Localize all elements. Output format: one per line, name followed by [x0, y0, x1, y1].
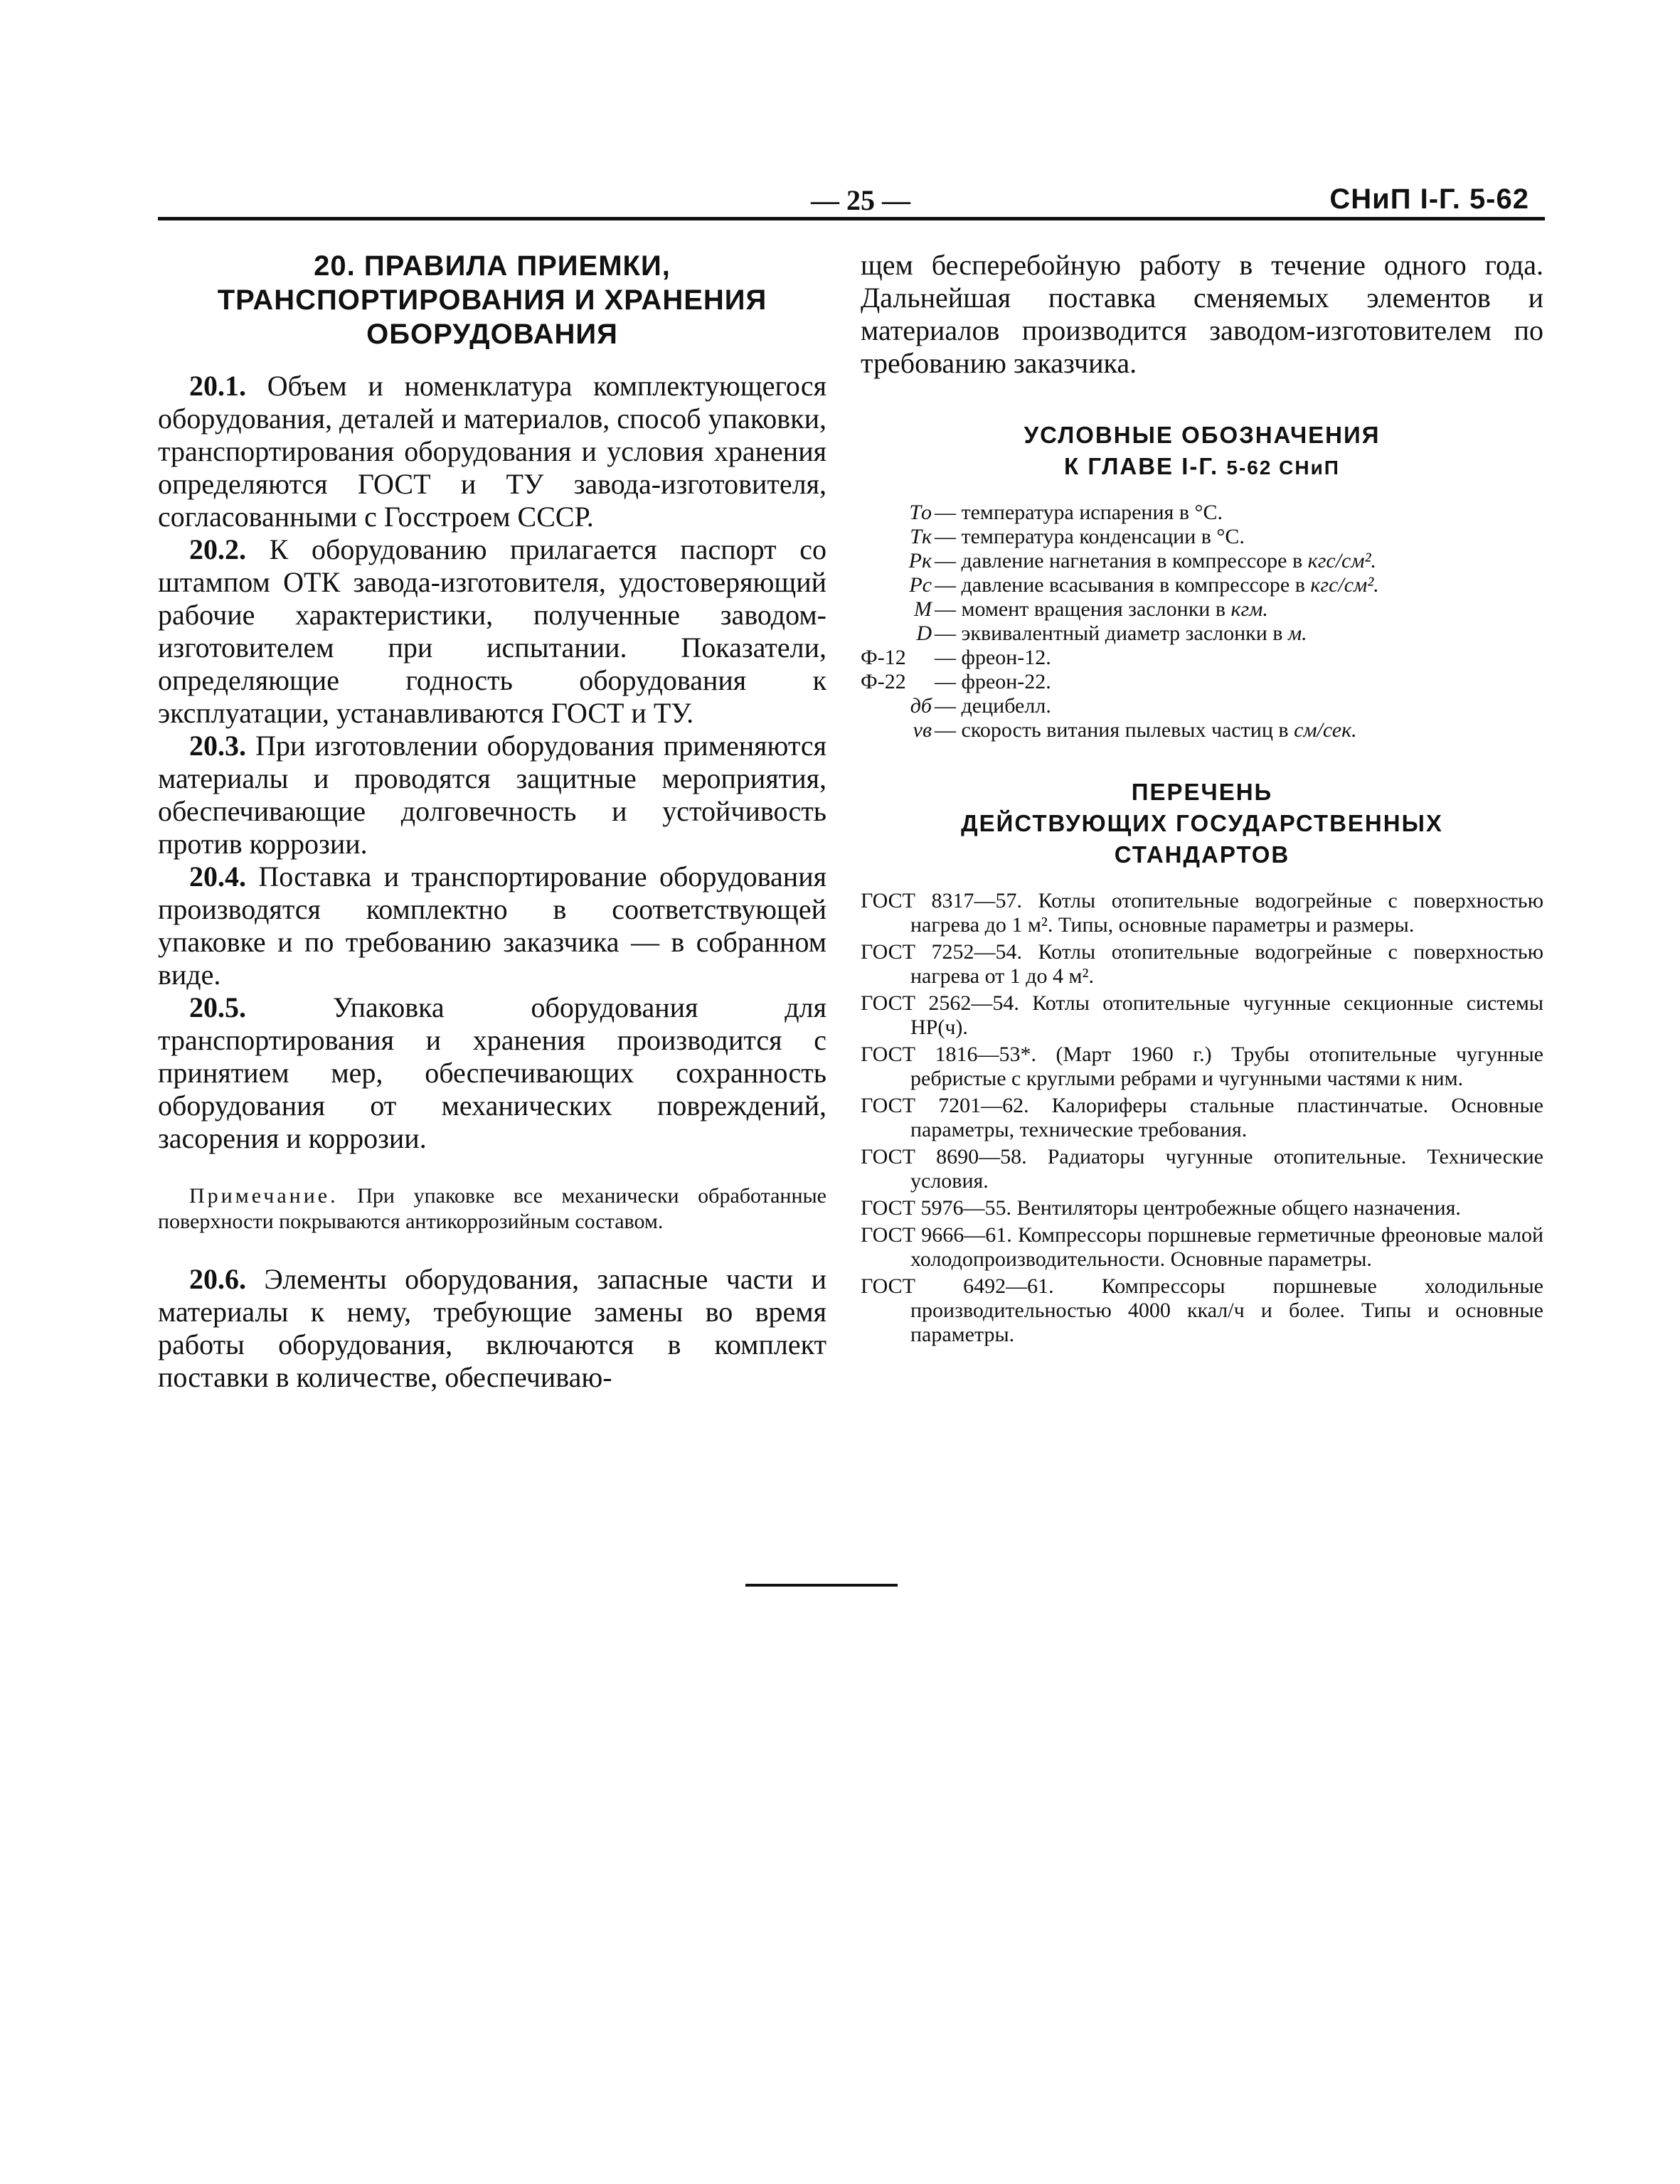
paragraph-text: При изготовлении оборудования применяются материалы и проводятся защитные мероприятия, обеспечивающие долговечность и устойчивость против коррозии. [158, 730, 826, 860]
notation-subtitle-chapter: К ГЛАВЕ I-Г. [1064, 453, 1219, 479]
notation-symbol: vв [913, 718, 932, 742]
paragraph-text: Поставка и транспортирование оборудования производятся комплектно в соответствующей упаковке и по требованию заказчика — в собранном виде. [158, 861, 827, 991]
standard-item: ГОСТ 5976—55. Вентиляторы центробежные общего назначения. [861, 1196, 1461, 1220]
notation-unit: кгс/см². [1307, 549, 1377, 572]
paragraph-number: 20.3. [189, 730, 246, 762]
notation-unit: кгс/см². [1310, 573, 1379, 597]
end-rule [745, 1584, 898, 1587]
document-code: СНиП I-Г. 5-62 [1329, 183, 1529, 215]
notation-subtitle [861, 451, 1543, 484]
left-column [158, 249, 826, 1394]
notation-symbol: M [914, 597, 932, 621]
notation-definition: — давление нагнетания в компрессоре в [935, 549, 1303, 572]
standard-item: ГОСТ 8317—57. Котлы отопительные водогрейные с поверхностью нагрева до 1 м². Типы, основные параметры и размеры. [861, 889, 1543, 937]
paragraph-20-5 [158, 991, 826, 1155]
paragraph-text: Упаковка оборудования для транспортирования и хранения производится с принятием мер, обеспечивающих сохранность оборудования от механических повреждений, засорения и коррозии. [158, 991, 827, 1154]
notation-symbol: Tк [910, 525, 932, 548]
standard-item: ГОСТ 1816—53*. (Март 1960 г.) Трубы отопительные чугунные ребристые с круглыми ребрами и чугунными частями к ним. [861, 1043, 1543, 1090]
notation-unit: кгм. [1230, 597, 1268, 621]
notation-definition: — фреон-12. [935, 646, 1051, 669]
paragraph-20-6 [158, 1263, 826, 1394]
standard-item: ГОСТ 7201—62. Калориферы стальные пластинчатые. Основные параметры, технические требования. [861, 1094, 1543, 1141]
paragraph-number: 20.4. [189, 861, 246, 893]
notation-symbol: Tо [909, 501, 932, 524]
notation-item [861, 501, 1543, 525]
notation-definition: — момент вращения заслонки в [935, 597, 1226, 621]
notation-symbol: Pк [908, 549, 932, 572]
notation-definition: — температура конденсации в °С. [935, 525, 1245, 548]
notation-item [861, 597, 1543, 622]
notation-item [861, 549, 1543, 573]
notation-symbol: D [916, 622, 932, 645]
notation-definition: — децибелл. [935, 694, 1051, 718]
standards-section [861, 777, 1543, 1347]
standards-title-line-2: ДЕЙСТВУЮЩИХ ГОСУДАРСТВЕННЫХ [961, 810, 1443, 836]
paragraph-text: Элементы оборудования, запасные части и материалы к нему, требующие замены во время работы оборудования, включаются в комплект поставки в количестве, обеспечиваю- [158, 1263, 827, 1393]
notation-item [861, 694, 1543, 718]
notation-unit: см/сек. [1294, 718, 1357, 742]
notation-item [861, 573, 1543, 597]
notation-definition: — фреон-22. [935, 670, 1051, 693]
notation-item [861, 670, 1543, 694]
notation-symbol: Ф-12 [861, 646, 906, 669]
paragraph-number: 20.2. [189, 533, 246, 565]
standard-item: ГОСТ 2562—54. Котлы отопительные чугунные секционные системы НР(ч). [861, 991, 1543, 1039]
paragraph-number: 20.5. [189, 991, 246, 1023]
notation-symbol: дб [910, 694, 932, 718]
notation-definition: — температура испарения в °С. [935, 501, 1223, 524]
standards-list [861, 889, 1543, 1347]
paragraph-number: 20.6. [189, 1263, 246, 1295]
notation-list [861, 501, 1543, 742]
right-column [861, 249, 1543, 1350]
paragraph-number: 20.1. [189, 370, 246, 402]
notation-item [861, 525, 1543, 549]
note-text: При упаковке все механически обработанные поверхности покрываются антикоррозийным составом. [158, 1184, 826, 1233]
standard-item: ГОСТ 6492—61. Компрессоры поршневые холодильные производительностью 4000 ккал/ч и более. Типы и основные параметры. [861, 1274, 1543, 1346]
notation-symbol: Pс [909, 573, 932, 597]
notation-title: УСЛОВНЫЕ ОБОЗНАЧЕНИЯ [1024, 422, 1381, 448]
note-label: Примечание. [189, 1184, 339, 1208]
paragraph-20-4 [158, 861, 826, 991]
header-rule [158, 217, 1545, 220]
standards-title-line-3: СТАНДАРТОВ [1114, 841, 1290, 868]
standard-item: ГОСТ 7252—54. Котлы отопительные водогрейные с поверхностью нагрева от 1 до 4 м². [861, 940, 1543, 988]
paragraph-text: К оборудованию прилагается паспорт со штампом ОТК завода-изготовителя, удостоверяющий рабочие характеристики, полученные заводом-изготовителем при испытании. Показатели, определяющие годность оборудования к эксплуатации, устанавливаются ГОСТ и ТУ. [158, 533, 827, 729]
paragraph-20-1 [158, 370, 826, 533]
section-title: 20. ПРАВИЛА ПРИЕМКИ, ТРАНСПОРТИРОВАНИЯ И ХРАНЕНИЯ ОБОРУДОВАНИЯ [217, 250, 767, 350]
notation-definition: — эквивалентный диаметр заслонки в [935, 622, 1283, 645]
notation-item [861, 646, 1543, 670]
paragraph-20-2 [158, 533, 826, 730]
notation-symbol: Ф-22 [861, 670, 906, 693]
paragraph-text: Объем и номенклатура комплектующегося оборудования, деталей и материалов, способ упаковки, транспортирования оборудования и условия хранения определяются ГОСТ и ТУ завода-изготовителя, согласованными с Госстроем СССР. [158, 370, 827, 533]
notation-definition: — скорость витания пылевых частиц в [935, 718, 1289, 742]
paragraph-20-3 [158, 730, 826, 861]
standards-title: ПЕРЕЧЕНЬ [1131, 779, 1273, 805]
continuation-text: щем бесперебойную работу в течение одного года. Дальнейшая поставка сменяемых элементов и материалов производится заводом-изготовителем по требованию заказчика. [861, 249, 1543, 379]
notation-section [861, 420, 1543, 742]
note [158, 1183, 826, 1235]
notation-subtitle-code: 5-62 СНиП [1226, 457, 1340, 479]
notation-item [861, 718, 1543, 742]
notation-definition: — давление всасывания в компрессоре в [935, 573, 1305, 597]
standard-item: ГОСТ 9666—61. Компрессоры поршневые герметичные фреоновые малой холодопроизводительности. Основные параметры. [861, 1223, 1543, 1271]
notation-unit: м. [1287, 622, 1307, 645]
notation-item [861, 622, 1543, 646]
standard-item: ГОСТ 8690—58. Радиаторы чугунные отопительные. Технические условия. [861, 1145, 1543, 1193]
page-number: — 25 — [811, 184, 910, 216]
